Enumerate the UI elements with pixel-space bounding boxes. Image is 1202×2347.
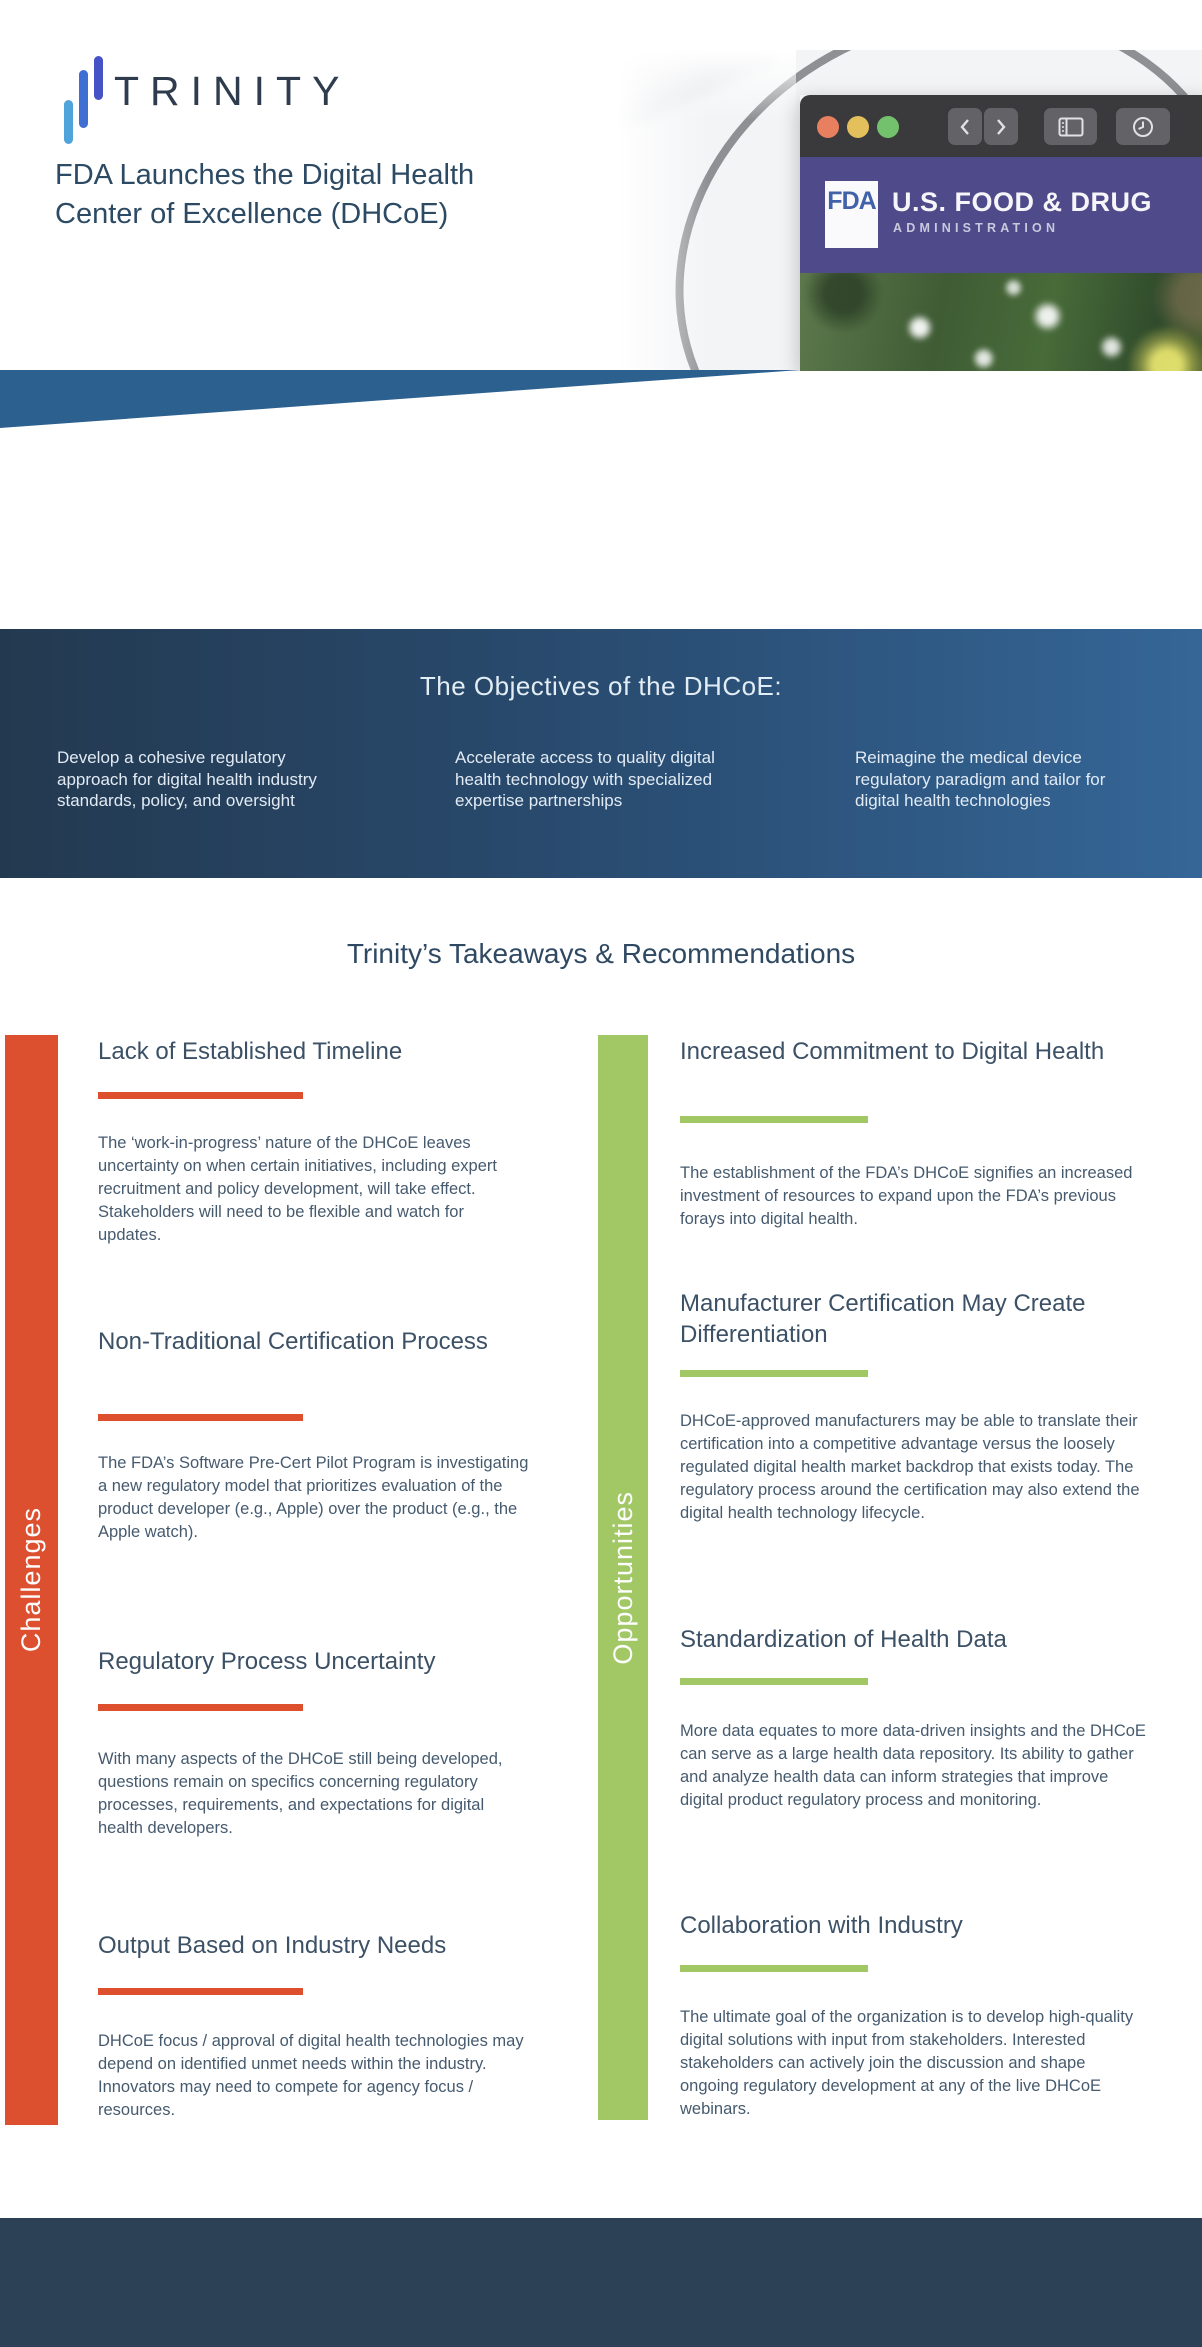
webpage-photo (800, 273, 1202, 371)
traffic-light-yellow-icon (847, 116, 869, 138)
photo-fade (618, 50, 796, 120)
forward-button (984, 108, 1018, 145)
page-title-line2: Center of Excellence (DHCoE) (55, 198, 449, 230)
challenges-bar (5, 1035, 58, 2125)
takeaways-heading: Trinity’s Takeaways & Recommendations (346, 938, 856, 969)
page-title (55, 156, 474, 234)
diagonal-wedge (0, 370, 800, 428)
opportunity-body: The establishment of the FDA’s DHCoE signifies an increased investment of resources to expand upon the FDA’s previous forays into digital health. (680, 1164, 1133, 1228)
objectives-heading: The Objectives of the DHCoE: (419, 671, 783, 701)
fda-site-banner (800, 157, 1202, 273)
sidebar-icon (1058, 117, 1084, 137)
opportunities-bar (598, 1035, 648, 2120)
opportunities-label: Opportunities (607, 1490, 638, 1665)
accent-rule (680, 1678, 868, 1685)
challenge-title: Non-Traditional Certification Process (98, 1328, 488, 1355)
traffic-light-red-icon (817, 116, 839, 138)
opportunity-title: Increased Commitment to Digital Health (680, 1038, 1105, 1065)
back-icon (958, 118, 972, 136)
webpage-photo-blur (800, 273, 1202, 371)
trinity-logo-bar-icon (79, 70, 88, 128)
trinity-logo-bar-icon (64, 100, 73, 144)
accent-rule (98, 1414, 303, 1421)
challenge-body: The FDA’s Software Pre-Cert Pilot Program is investigating a new regulatory model that prioritizes evaluation of the product developer (e.g., Apple) over the product (e.g., the Apple watch). (98, 1454, 529, 1541)
fda-org-name: U.S. FOOD & DRUG (892, 187, 1153, 217)
opportunity-title: Collaboration with Industry (680, 1912, 963, 1939)
fda-logo (825, 181, 878, 248)
trinity-logo-bar-icon (94, 56, 103, 100)
opportunity-body: DHCoE-approved manufacturers may be able to translate their certification into a competitive advantage versus the loosely regulated digital health market backdrop that exists today. The regulatory process around the certification may also extend the digital health technology lifecycle. (680, 1412, 1140, 1522)
accent-rule (680, 1370, 868, 1377)
fda-org-subname: ADMINISTRATION (893, 221, 1060, 235)
trinity-logo-text: TRINITY (114, 68, 351, 114)
forward-icon (994, 118, 1008, 136)
challenge-body: With many aspects of the DHCoE still being developed, questions remain on specifics concerning regulatory processes, requirements, and expectations for digital health developers. (98, 1750, 503, 1837)
objective-item: Accelerate access to quality digital health technology with specialized expertise partnerships (455, 748, 715, 810)
accent-rule (680, 1116, 868, 1123)
history-clock-icon (1132, 116, 1154, 138)
challenges-label: Challenges (16, 1507, 46, 1653)
accent-rule (680, 1965, 868, 1972)
opportunity-title: Manufacturer Certification May Create Differentiation (680, 1290, 1086, 1348)
challenge-body: The ‘work-in-progress’ nature of the DHCoE leaves uncertainty on when certain initiatives, including expert recruitment and policy development, will take effect. Stakeholders will need to be flexible and watch for updates. (98, 1134, 497, 1244)
browser-toolbar (800, 95, 1202, 157)
challenge-title: Lack of Established Timeline (98, 1038, 403, 1065)
accent-rule (98, 1092, 303, 1099)
back-button (948, 108, 982, 145)
opportunity-body: The ultimate goal of the organization is to develop high-quality digital solutions with input from stakeholders. Interested stakeholders can actively join the discussion and shape ongoing regulatory development at any of the live DHCoE webinars. (680, 2008, 1134, 2118)
objective-item: Develop a cohesive regulatory approach for digital health industry standards, policy, and oversight (57, 748, 317, 810)
browser-window (800, 95, 1202, 371)
traffic-light-green-icon (877, 116, 899, 138)
objectives-section (0, 629, 1202, 878)
challenge-body: DHCoE focus / approval of digital health technologies may depend on identified unmet needs within the industry. Innovators may need to compete for agency focus / resources. (98, 2032, 524, 2119)
challenge-title: Output Based on Industry Needs (98, 1932, 447, 1959)
history-button (1116, 108, 1170, 145)
opportunity-title: Standardization of Health Data (680, 1626, 1007, 1653)
fda-logo-text: FDA (827, 187, 876, 215)
accent-rule (98, 1704, 303, 1711)
objective-item: Reimagine the medical device regulatory paradigm and tailor for digital health technologies (855, 748, 1106, 810)
sidebar-button (1044, 108, 1097, 145)
hero-photo (618, 50, 1202, 371)
opportunity-body: More data equates to more data-driven insights and the DHCoE can serve as a large health data repository. Its ability to gather and analyze health data can inform strategies that improve digital product regulatory process and monitoring. (680, 1722, 1146, 1809)
accent-rule (98, 1988, 303, 1995)
footer-band (0, 2218, 1202, 2347)
challenge-title: Regulatory Process Uncertainty (98, 1648, 436, 1675)
page-title-line1: FDA Launches the Digital Health (55, 159, 475, 191)
intro-paragraph: The DHCoE aims to advance healthcare through encouraging responsible and high-quality digital health innovation. The scope of the center will include mobile health devices, wearables, SaMD (Software as a Medical Device), and more. (90, 458, 1112, 543)
